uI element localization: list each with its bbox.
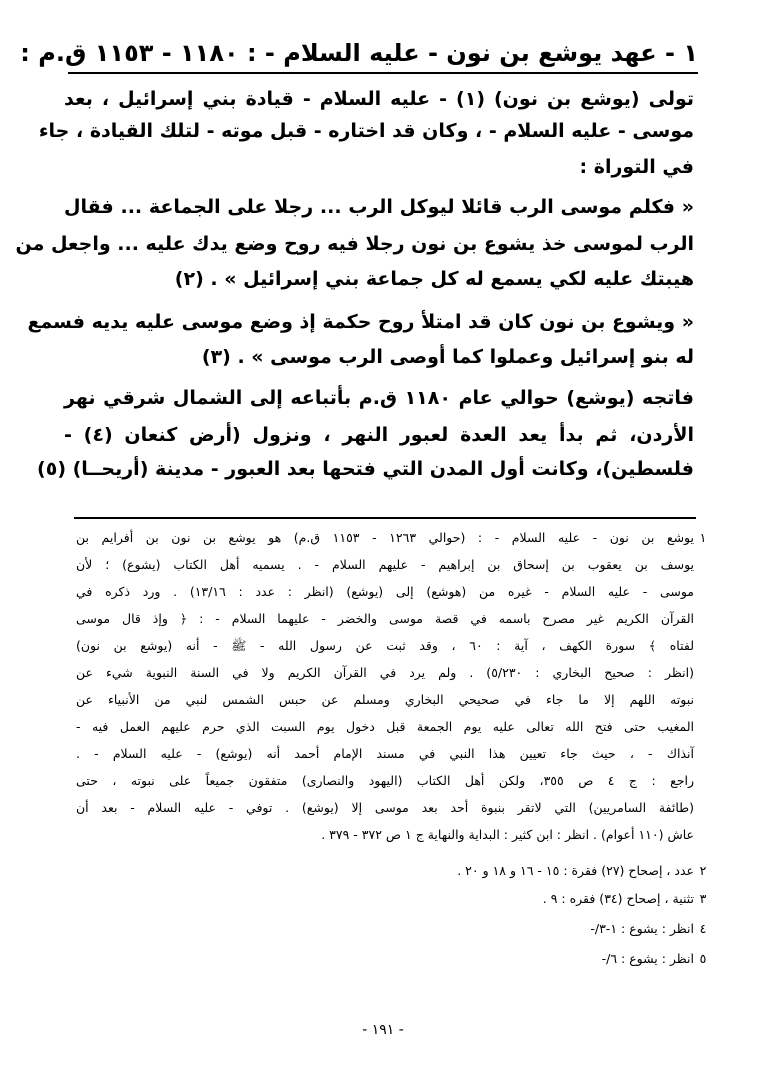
body-line: له بنو إسرائيل وعملوا كما أوصى الرب موسى » . (٣) (201, 346, 694, 368)
heading-underline (68, 72, 698, 74)
body-line: فلسطين)، وكانت أول المدن التي فتحها بعد العبور - مدينة (أريحــا) (٥) (37, 458, 694, 480)
body-line: موسى - عليه السلام - ، وكان قد اختاره - قبل موته - لتلك القيادة ، جاء (38, 120, 694, 142)
footnote-line: المغيب حتى فتح الله تعالى عليه يوم الجمعة قبل دخول يوم السبت الذي حرم عليهم العمل فيه - (76, 719, 694, 734)
footnote-number: ٣ (699, 891, 707, 906)
body-line: هيبتك عليه لكي يسمع له كل جماعة بني إسرائيل » . (٢) (174, 268, 694, 290)
page-number: - ١٩١ - (362, 1022, 404, 1038)
footnote-line: نبوته اللهم إلا ما جاء في صحيحي البخاري ومسلم عن حبس الشمس لنبي من الأنبياء عن (76, 692, 694, 707)
footnote-line: (طائفة السامريين) التي لاتقر بنبوة أحد بعد موسى إلا (يوشع) . توفي - عليه السلام - بعد أن (76, 800, 694, 815)
footnote-line: انظر : يشوع : ١-٣/- (590, 921, 694, 936)
footnote-line: آنذاك - ، حيث جاء تعيين هذا النبي في مسند الإمام أحمد أنه (يوشع) - عليه السلام - . (76, 746, 694, 761)
footnote-separator (74, 517, 696, 519)
footnote-line: عاش (١١٠ أعوام) . انظر : ابن كثير : البداية والنهاية ج ١ ص ٣٧٢ - ٣٧٩ . (321, 827, 694, 842)
footnote-line: يوشع بن نون - عليه السلام - : (حوالي ١٢٦٣ - ١١٥٣ ق.م) هو يوشع بن نون بن أفرايم بن (76, 530, 694, 545)
footnote-line: القرآن الكريم غير مصرح باسمه في قصة موسى والخضر - عليهما السلام - : ﴿ وإذ قال موسى (76, 611, 694, 626)
body-line: تولى (يوشع بن نون) (١) - عليه السلام - قيادة بني إسرائيل ، بعد (64, 88, 694, 110)
footnote-line: (انظر : صحيح البخاري : ٥/٢٣٠) . ولم يرد في القرآن الكريم ولا في السنة النبوية شيء عن (76, 665, 694, 680)
body-line: « فكلم موسى الرب قائلا ليوكل الرب ... رجلا على الجماعة ... فقال (64, 196, 694, 218)
footnote-number: ٤ (699, 921, 707, 936)
footnote-line: موسى - عليه السلام - غيره من (هوشع) إلى (يوشع) (انظر : عدد : ١٣/١٦) . ورد ذكره في (76, 584, 694, 599)
footnote-line: عدد ، إصحاح (٢٧) فقرة : ١٥ - ١٦ و ١٨ و ٢٠ . (457, 863, 694, 878)
footnote-line: تثنية ، إصحاح (٣٤) فقره : ٩ . (542, 891, 694, 906)
footnote-number: ٥ (699, 951, 707, 966)
footnote-line: يوسف بن يعقوب بن إسحاق بن إبراهيم - عليهم السلام - . يسميه أهل الكتاب (يشوع) ؛ لأن (76, 557, 694, 572)
body-line: « ويشوع بن نون كان قد امتلأ روح حكمة إذ وضع موسى عليه يديه فسمع (27, 311, 694, 333)
body-line: الأردن، ثم بدأ يعد العدة لعبور النهر ، ونزول (أرض كنعان (٤) - (64, 424, 694, 446)
body-line: الرب لموسى خذ يشوع بن نون رجلا فيه روح وضع يدك عليه ... واجعل من (15, 233, 694, 255)
footnote-line: انظر : يشوع : ٦/- (601, 951, 694, 966)
section-heading: ١ - عهد يوشع بن نون - عليه السلام - : ١١٨٠ - ١١٥٣ ق.م : (20, 39, 698, 67)
body-line: فاتجه (يوشع) حوالي عام ١١٨٠ ق.م بأتباعه إلى الشمال شرقي نهر (64, 387, 694, 409)
body-line: في التوراة : (579, 156, 694, 178)
footnote-number: ١ (699, 530, 707, 545)
footnote-line: لفتاه ﴾ سورة الكهف ، آية : ٦٠ ، وقد ثبت عن رسول الله - ﷺ - أنه (يوشع بن نون) (76, 638, 694, 653)
footnote-number: ٢ (699, 863, 707, 878)
footnote-line: راجع : ج ٤ ص ٣٥٥، ولكن أهل الكتاب (اليهود والنصارى) متفقون جميعاً على نبوته ، حتى (76, 773, 694, 788)
